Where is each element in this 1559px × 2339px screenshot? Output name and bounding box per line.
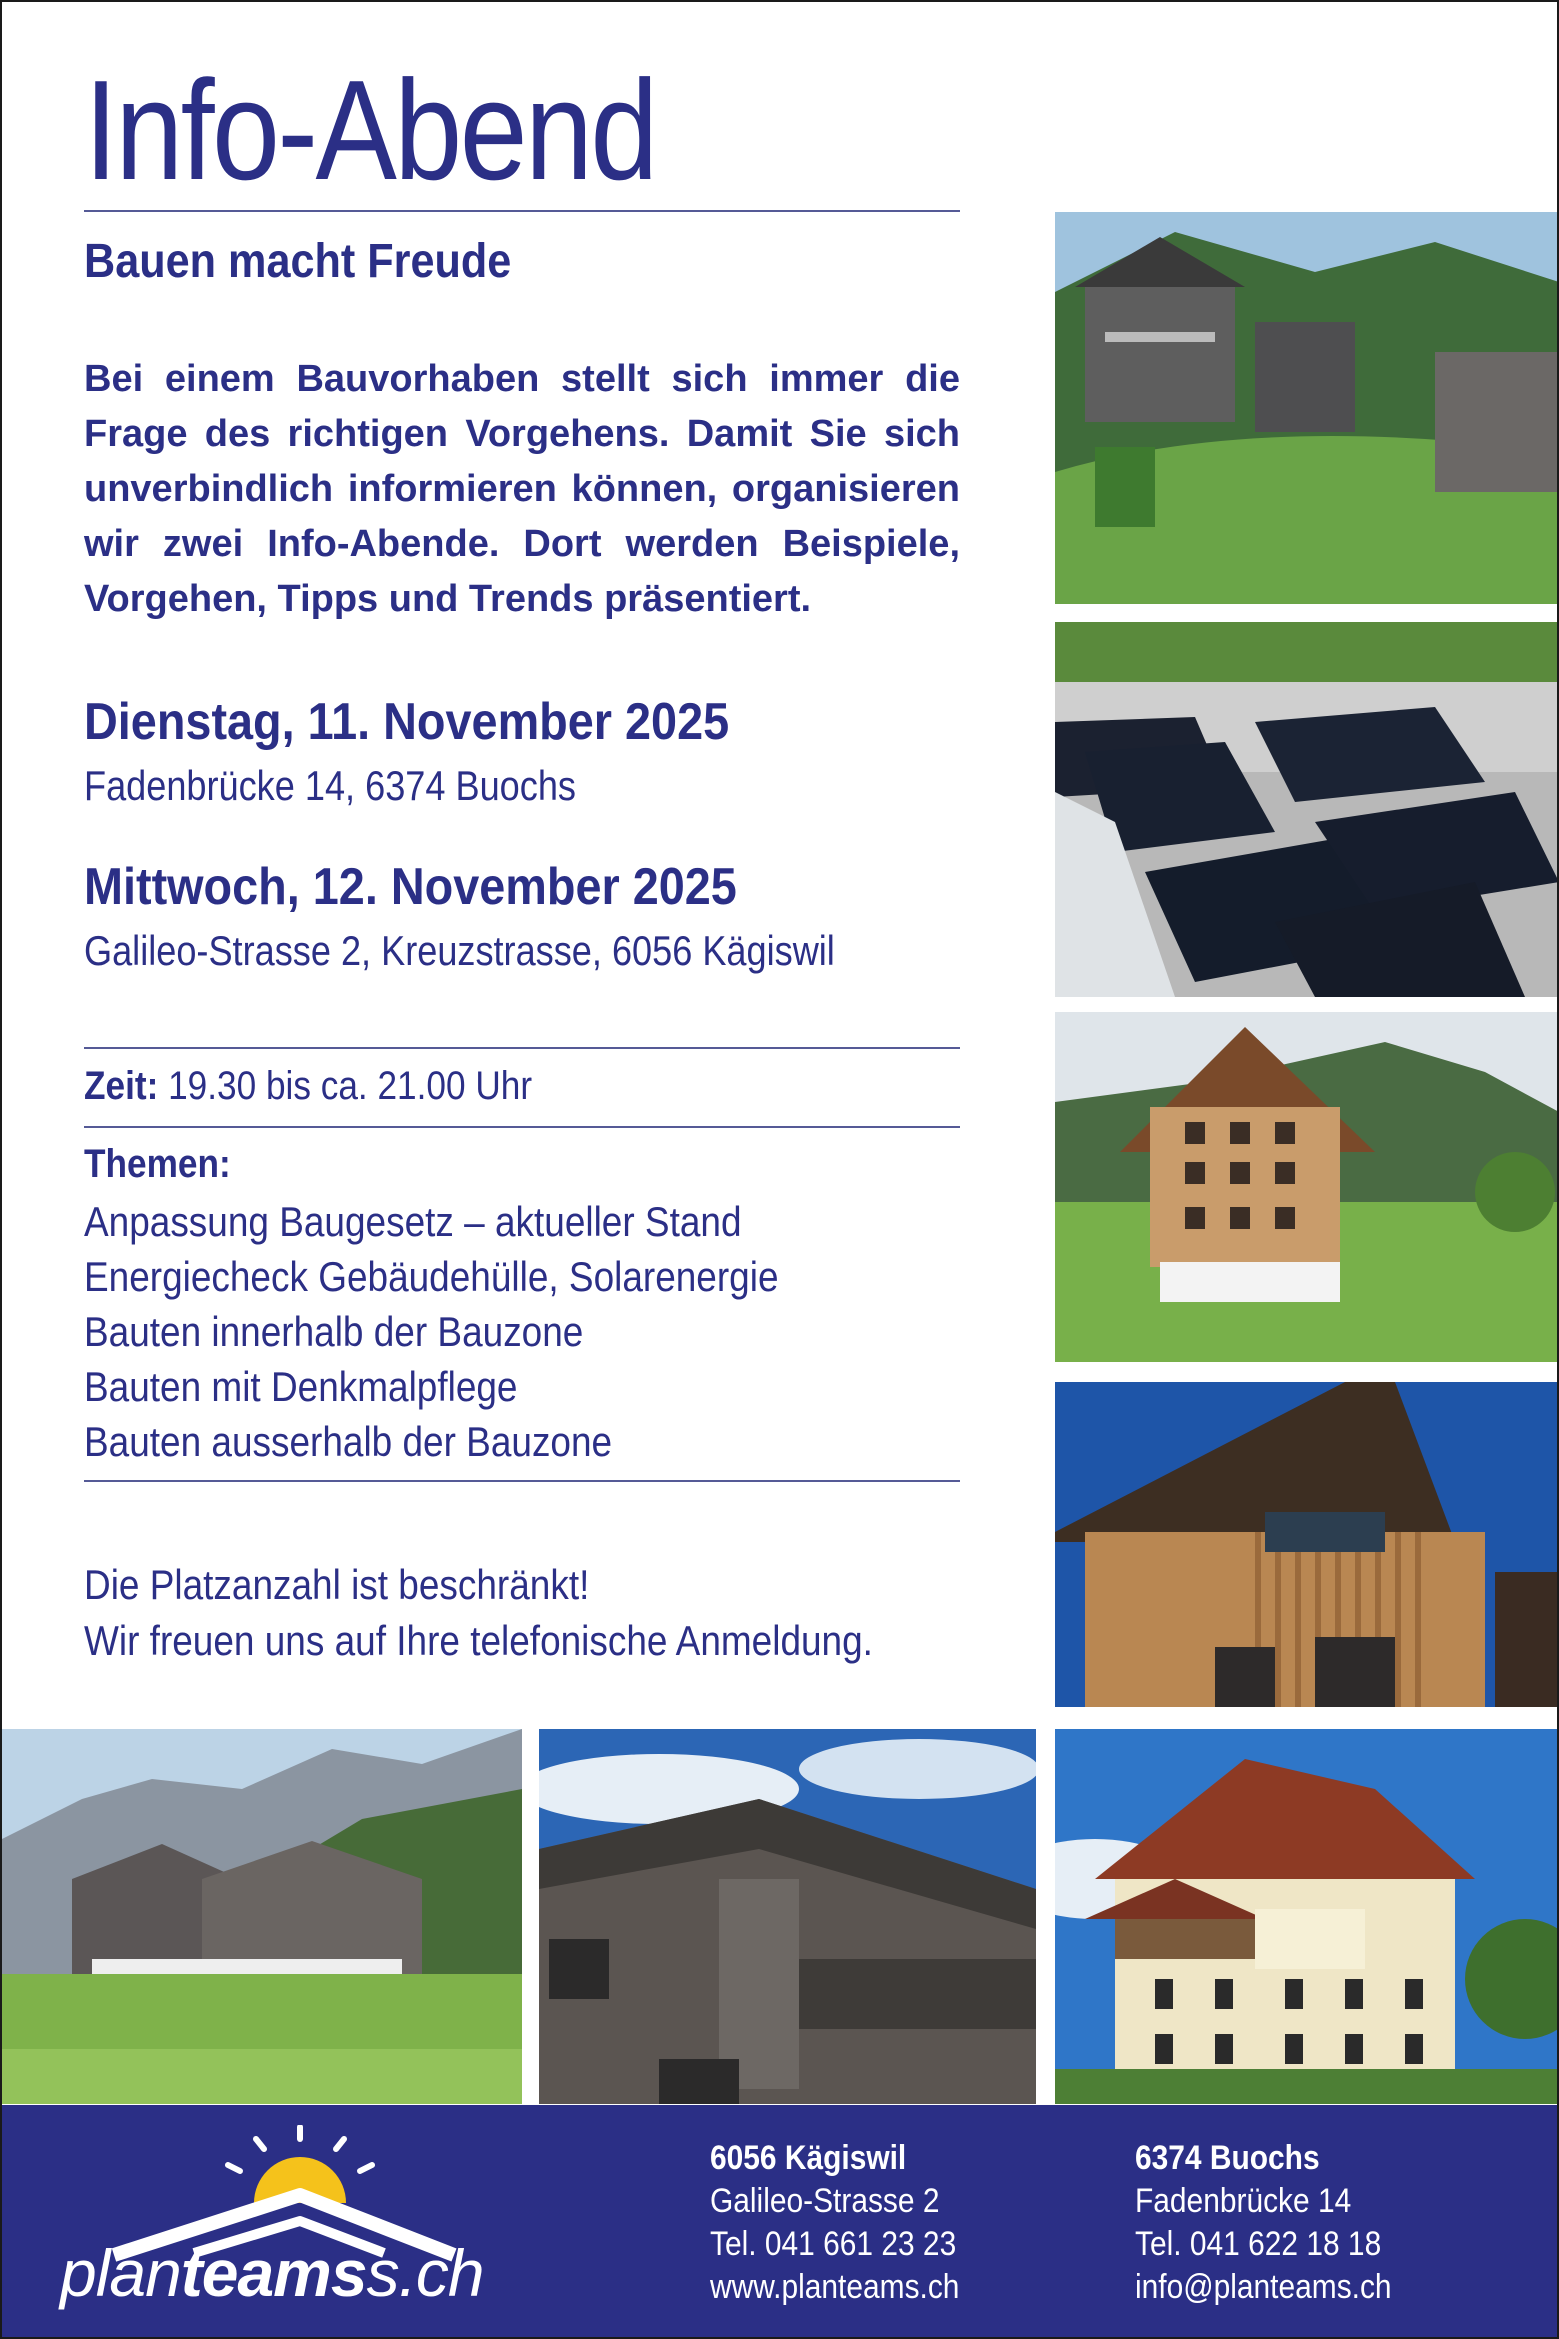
office-phone[interactable]: Tel. 041 661 23 23 xyxy=(710,2225,957,2263)
office-street: Fadenbrücke 14 xyxy=(1135,2182,1352,2220)
themen-item: Bauten innerhalb der Bauzone xyxy=(84,1308,584,1355)
notice-line-2: Wir freuen uns auf Ihre telefonische Anmeldung. xyxy=(84,1617,873,1664)
event-date-1: Dienstag, 11. November 2025 xyxy=(84,693,730,751)
themen-item: Energiecheck Gebäudehülle, Solarenergie xyxy=(84,1253,779,1300)
event-date-2: Mittwoch, 12. November 2025 xyxy=(84,858,737,916)
event-time xyxy=(84,1064,532,1109)
event-place-1: Fadenbrücke 14, 6374 Buochs xyxy=(84,762,576,809)
photo-hillside-houses xyxy=(1055,212,1559,604)
photo-mountain-houses xyxy=(2,1729,522,2104)
office-kaegiswil xyxy=(710,2137,959,2309)
planteams-logo xyxy=(54,2125,484,2325)
time-value: 19.30 bis ca. 21.00 Uhr xyxy=(158,1064,533,1108)
intro-line: Vorgehen, Tipps und Trends präsentiert. xyxy=(84,578,812,620)
title-divider xyxy=(84,210,960,212)
page-subtitle: Bauen macht Freude xyxy=(84,235,512,288)
intro-line: Frage des richtigen Vorgehens. Damit Sie sich xyxy=(84,413,960,455)
logo-wordmark xyxy=(60,2235,484,2311)
themen-item: Bauten mit Denkmalpflege xyxy=(84,1363,518,1410)
logo-plain: plan xyxy=(60,2236,181,2310)
photo-modern-house xyxy=(539,1729,1036,2104)
office-website-link[interactable]: www.planteams.ch xyxy=(710,2268,960,2306)
office-street: Galileo-Strasse 2 xyxy=(710,2182,940,2220)
registration-notice xyxy=(84,1557,873,1669)
logo-suffix: s.ch xyxy=(366,2236,484,2310)
event-place-2: Galileo-Strasse 2, Kreuzstrasse, 6056 Kägiswil xyxy=(84,927,835,974)
intro-line: Bei einem Bauvorhaben stellt sich immer die xyxy=(84,358,960,400)
office-heading: 6056 Kägiswil xyxy=(710,2139,907,2177)
notice-line-1: Die Platzanzahl ist beschränkt! xyxy=(84,1561,590,1608)
themen-heading: Themen: xyxy=(84,1142,231,1186)
zeit-divider-top xyxy=(84,1047,960,1049)
footer-bar xyxy=(2,2105,1559,2339)
photo-wooden-chalet xyxy=(1055,1012,1559,1362)
themen-divider xyxy=(84,1480,960,1482)
page-title: Info-Abend xyxy=(84,51,656,210)
office-heading: 6374 Buochs xyxy=(1135,2139,1320,2177)
themen-item: Bauten ausserhalb der Bauzone xyxy=(84,1418,613,1465)
photo-solar-roof xyxy=(1055,622,1559,997)
photo-historic-villa xyxy=(1055,1729,1559,2104)
office-email-link[interactable]: info@planteams.ch xyxy=(1135,2268,1392,2306)
themen-item: Anpassung Baugesetz – aktueller Stand xyxy=(84,1198,742,1245)
intro-line: wir zwei Info-Abende. Dort werden Beispiele, xyxy=(84,523,960,565)
photo-timber-facade xyxy=(1055,1382,1559,1707)
zeit-divider-bottom xyxy=(84,1126,960,1128)
logo-bold: teams xyxy=(180,2236,367,2310)
office-buochs xyxy=(1135,2137,1392,2309)
intro-line: unverbindlich informieren können, organisieren xyxy=(84,468,960,510)
intro-paragraph xyxy=(84,352,960,627)
time-label: Zeit: xyxy=(84,1064,159,1108)
themen-list xyxy=(84,1194,778,1469)
office-phone[interactable]: Tel. 041 622 18 18 xyxy=(1135,2225,1382,2263)
